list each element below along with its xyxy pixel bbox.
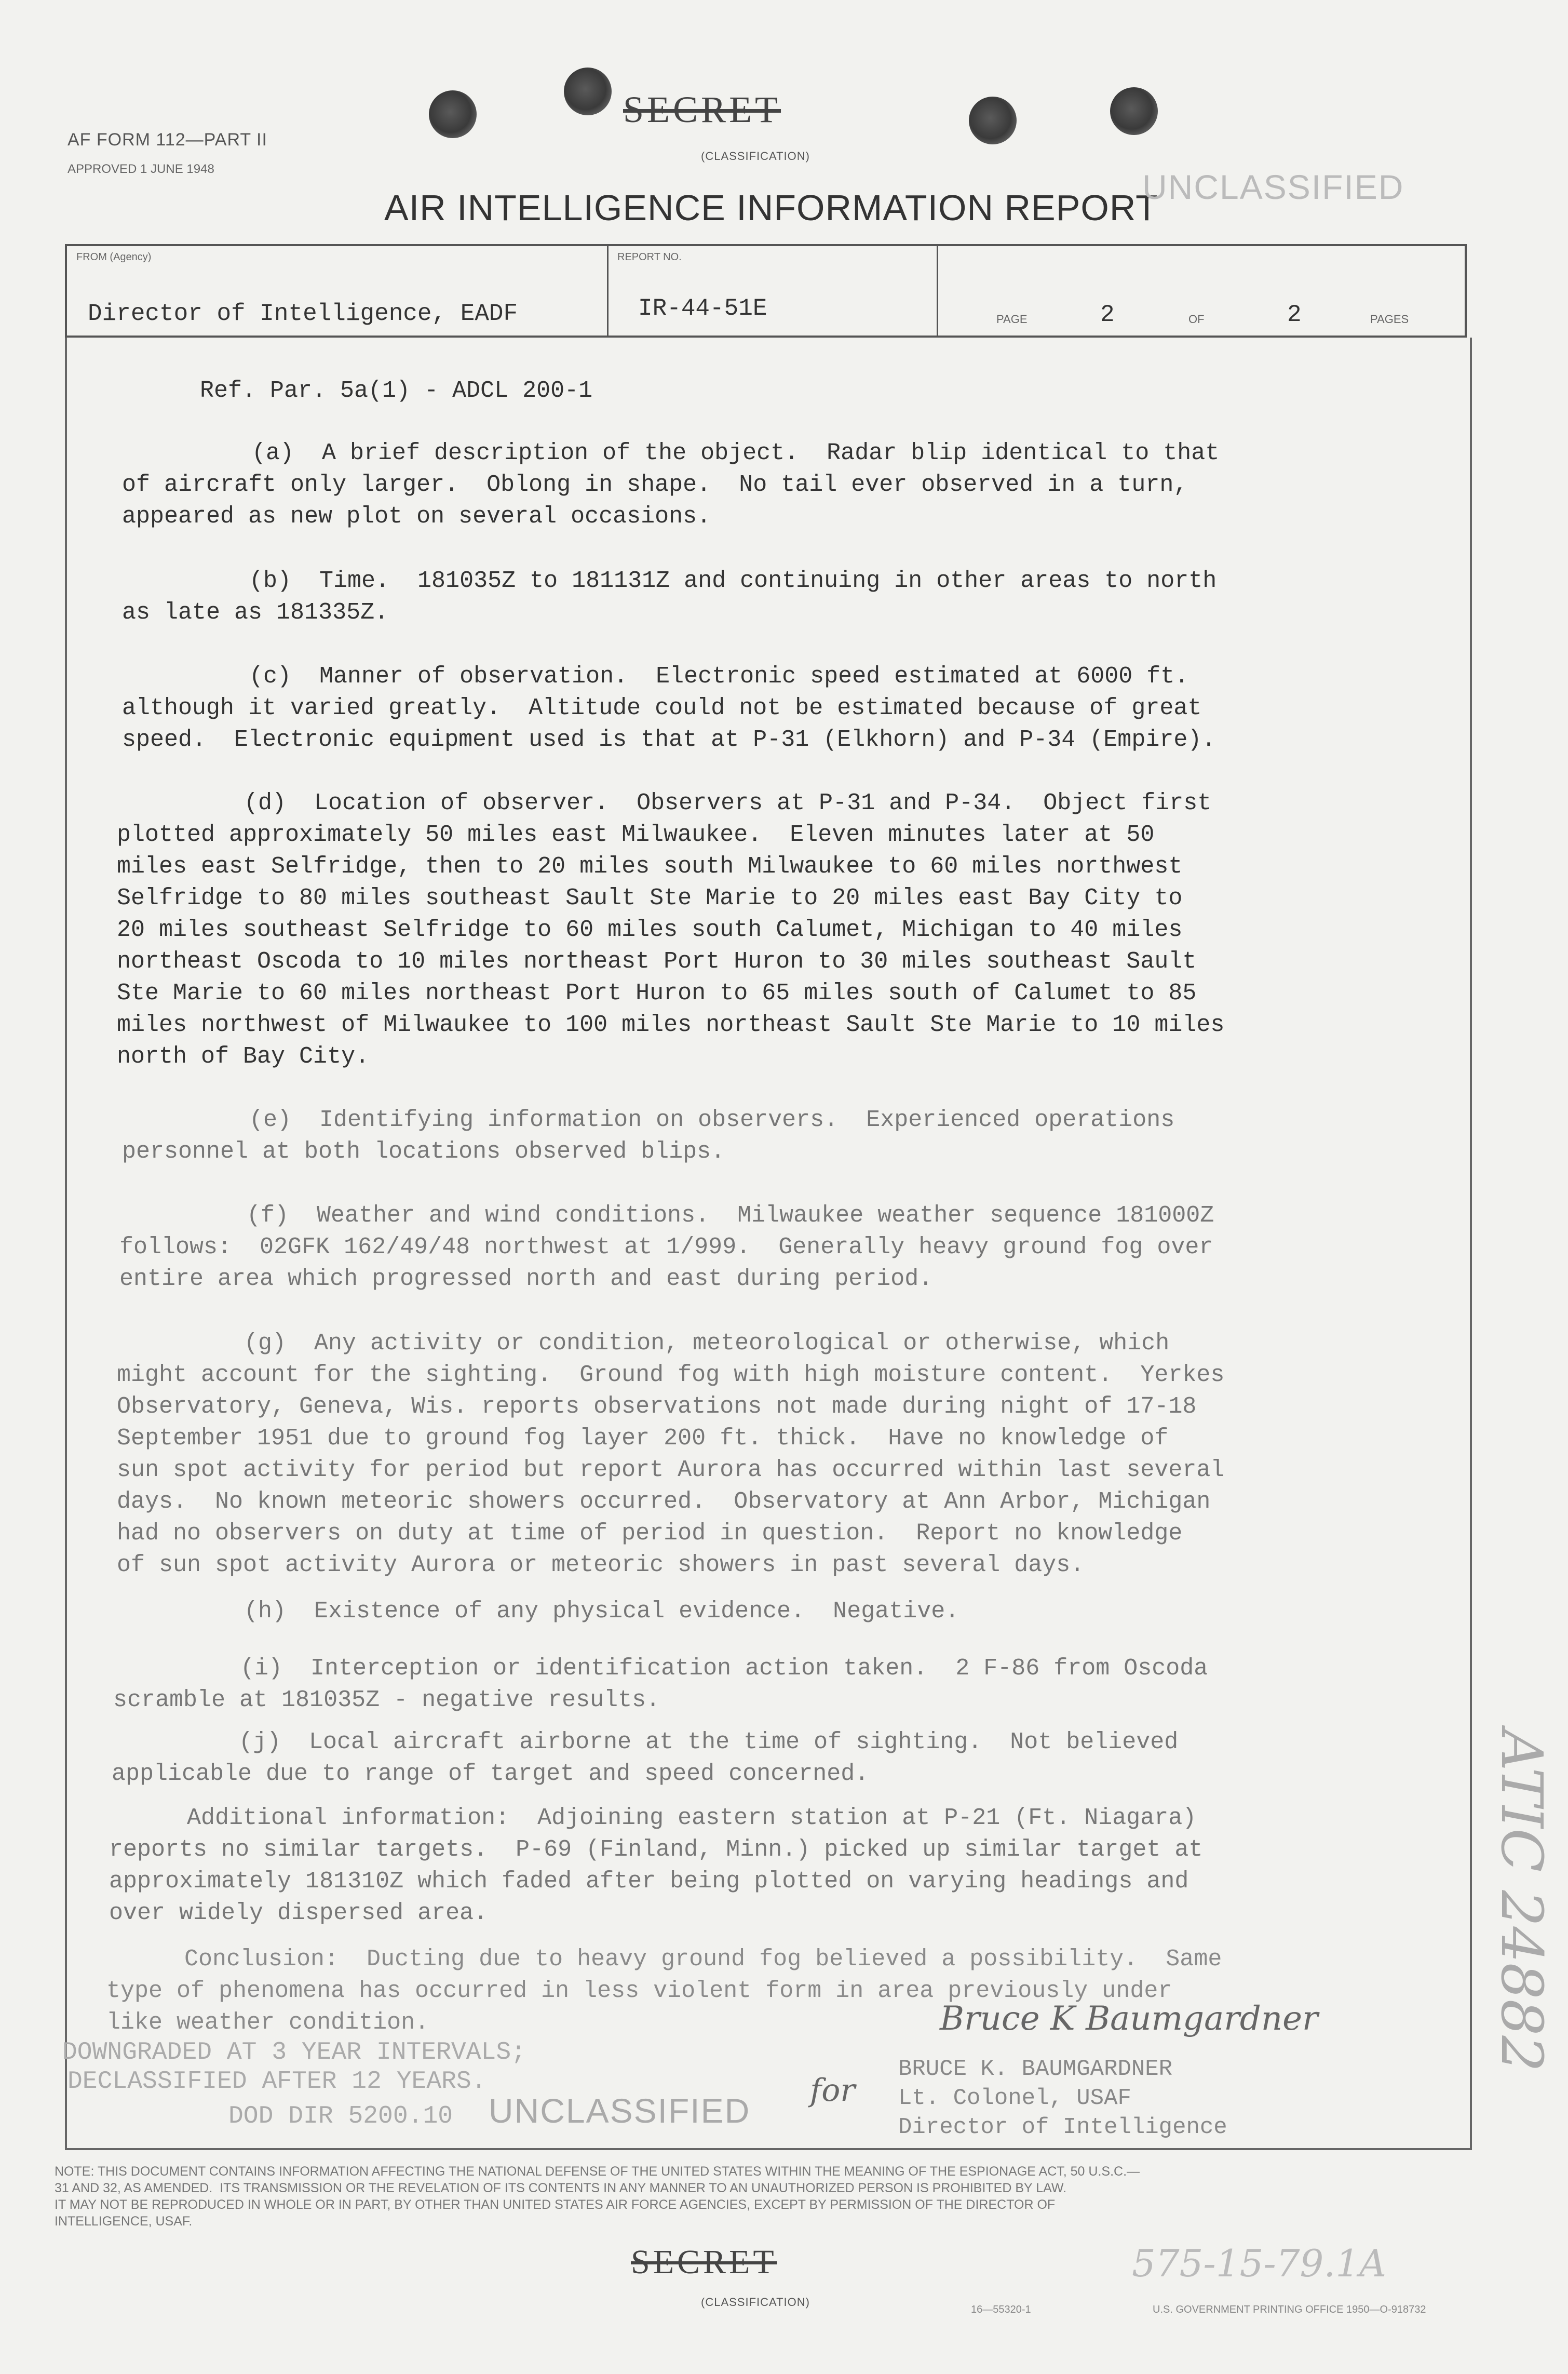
unclassified-stamp-top: UNCLASSIFIED	[1142, 168, 1404, 206]
downgrade-directive: DOD DIR 5200.10	[228, 2102, 453, 2130]
paragraph-g	[117, 1327, 1224, 1581]
form-code: 16—55320-1	[971, 2304, 1031, 2315]
from-label: FROM (Agency)	[76, 251, 152, 263]
report-no-label: REPORT NO.	[617, 251, 682, 263]
espionage-act-note: NOTE: THIS DOCUMENT CONTAINS INFORMATION AFFECTING THE NATIONAL DEFENSE OF THE UNITED STATES WITHIN THE MEANING OF THE ESPIONAGE ACT, 50 U.S.C.— 31 AND 32, AS AMENDED. ITS TRANSMISSION OR THE REVELATION OF ITS CONTENTS IN ANY MANNER TO AN UNAUTHORIZED PERSON IS PROHIBITED BY LAW. IT MAY NOT BE REPRODUCED IN WHOLE OR IN PART, BY OTHER THAN UNITED STATES AIR FORCE AGENCIES, EXCEPT BY PERMISSION OF THE DIRECTOR OF INTELLIGENCE, USAF.	[55, 2164, 1140, 2229]
classification-label-top: (CLASSIFICATION)	[701, 150, 810, 163]
paragraph-i-text: (i) Interception or identification action taken. 2 F-86 from Oscoda scramble at 181035Z - negative results.	[113, 1655, 1208, 1713]
paragraph-e-text: (e) Identifying information on observers. Experienced operations personnel at both locations observed blips.	[122, 1107, 1175, 1165]
margin-handwritten-number: ATIC 24882	[1489, 1729, 1555, 2072]
conclusion-text: Conclusion: Ducting due to heavy ground fog believed a possibility. Same type of phenomena has occurred in less violent form in area previously under like weather condition.	[106, 1946, 1222, 2036]
paragraph-j	[112, 1726, 1178, 1790]
downgrade-line-2: DECLASSIFIED AFTER 12 YEARS.	[67, 2068, 486, 2096]
downgrade-stamp	[62, 2038, 750, 2131]
paragraph-i	[113, 1653, 1208, 1716]
paragraph-g-text: (g) Any activity or condition, meteorological or otherwise, which might account for the sighting. Ground fog with high moisture content. Yerkes Observatory, Geneva, Wis. reports observations not made during night of 17-18 September 1951 due to ground fog layer 200 ft. thick. Have no knowledge of sun spot activity for period but report Aurora has occurred within last several days. No known meteoric showers occurred. Observatory at Ann Arbor, Michigan had no observers on duty at time of period in question. Report no knowledge of sun spot activity Aurora or meteoric showers in past several days.	[117, 1330, 1225, 1578]
classification-stamp-bottom: SECRET	[631, 2243, 777, 2281]
page-label: PAGE	[996, 313, 1028, 326]
page-number: 2	[1100, 301, 1115, 328]
paragraph-j-text: (j) Local aircraft airborne at the time of sighting. Not believed applicable due to range of target and speed concerned.	[112, 1729, 1179, 1787]
paragraph-a-text: (a) A brief description of the object. Radar blip identical to that of aircraft only larger. Oblong in shape. No tail ever observed in a turn, appeared as new plot on several occasions.	[122, 440, 1220, 530]
signer-rank: Lt. Colonel, USAF	[898, 2085, 1131, 2111]
classification-stamp-top: SECRET	[623, 89, 781, 130]
paragraph-b-text: (b) Time. 181035Z to 181131Z and continuing in other areas to north as late as 181335Z.	[122, 568, 1217, 626]
paragraph-f	[119, 1200, 1214, 1295]
ref-line: Ref. Par. 5a(1) - ADCL 200-1	[200, 378, 593, 404]
paragraph-c	[122, 661, 1215, 756]
unclassified-stamp-bottom: UNCLASSIFIED	[488, 2091, 751, 2130]
punch-hole-right-2	[1110, 87, 1158, 135]
header-divider-1	[607, 246, 609, 336]
paragraph-d	[117, 787, 1224, 1072]
form-approved-date: APPROVED 1 JUNE 1948	[67, 162, 214, 176]
downgrade-line-3	[62, 2091, 751, 2131]
additional-information-text: Additional information: Adjoining eastern station at P-21 (Ft. Niagara) reports no similar targets. P-69 (Finland, Minn.) picked up similar target at approximately 181310Z which faded after being plotted on varying headings and over widely dispersed area.	[109, 1805, 1203, 1926]
form-id: AF FORM 112—PART II	[67, 130, 267, 150]
paragraph-h	[117, 1595, 959, 1627]
gpo-imprint: U.S. GOVERNMENT PRINTING OFFICE 1950—O-918732	[1153, 2304, 1426, 2315]
paragraph-c-text: (c) Manner of observation. Electronic speed estimated at 6000 ft. although it varied greatly. Altitude could not be estimated because of great speed. Electronic equipment used is that at P-31 (Elkhorn) and P-34 (Empire).	[122, 663, 1216, 753]
header-divider-2	[937, 246, 938, 336]
signer-title: Director of Intelligence	[898, 2114, 1227, 2140]
of-label: OF	[1188, 313, 1205, 326]
paragraph-h-text: (h) Existence of any physical evidence. Negative.	[244, 1598, 959, 1625]
report-no-value: IR-44-51E	[638, 295, 767, 322]
paragraph-b	[122, 565, 1216, 628]
signature-scrawl: Bruce K Baumgardner	[940, 2000, 1318, 2038]
paragraph-e	[122, 1104, 1174, 1168]
report-header	[65, 244, 1467, 338]
signer-name: BRUCE K. BAUMGARDNER	[898, 2056, 1173, 2082]
punch-hole-center	[564, 68, 612, 115]
paragraph-d-text: (d) Location of observer. Observers at P-31 and P-34. Object first plotted approximately 50 miles east Milwaukee. Eleven minutes later at 50 miles east Selfridge, then to 20 miles south Milwaukee to 60 miles northwest Selfridge to 80 miles southeast Sault Ste Marie to 20 miles east Bay City to 20 miles southeast Selfridge to 60 miles south Calumet, Michigan to 40 miles northeast Oscoda to 10 miles northeast Port Huron to 30 miles southeast Sault Ste Marie to 60 miles northeast Port Huron to 65 miles south of Calumet to 85 miles northwest of Milwaukee to 100 miles northeast Sault Ste Marie to 10 miles north of Bay City.	[117, 790, 1225, 1070]
total-pages: 2	[1287, 301, 1302, 328]
from-value: Director of Intelligence, EADF	[88, 300, 518, 327]
signature-block	[898, 2055, 1227, 2142]
classification-label-bottom: (CLASSIFICATION)	[701, 2296, 810, 2309]
bottom-handwritten-number: 575-15-79.1A	[1132, 2242, 1387, 2285]
pages-label: PAGES	[1370, 313, 1409, 326]
punch-hole-right-1	[969, 97, 1017, 144]
additional-information	[109, 1802, 1202, 1929]
downgrade-line-1: DOWNGRADED AT 3 YEAR INTERVALS;	[62, 2038, 526, 2067]
signature-for-mark: for	[810, 2072, 856, 2109]
paragraph-a	[122, 437, 1219, 532]
report-title: AIR INTELLIGENCE INFORMATION REPORT	[384, 187, 1158, 228]
paragraph-f-text: (f) Weather and wind conditions. Milwaukee weather sequence 181000Z follows: 02GFK 162/49/48 northwest at 1/999. Generally heavy ground fog over entire area which progressed north and east during period.	[119, 1202, 1214, 1292]
punch-hole-left	[429, 90, 477, 138]
